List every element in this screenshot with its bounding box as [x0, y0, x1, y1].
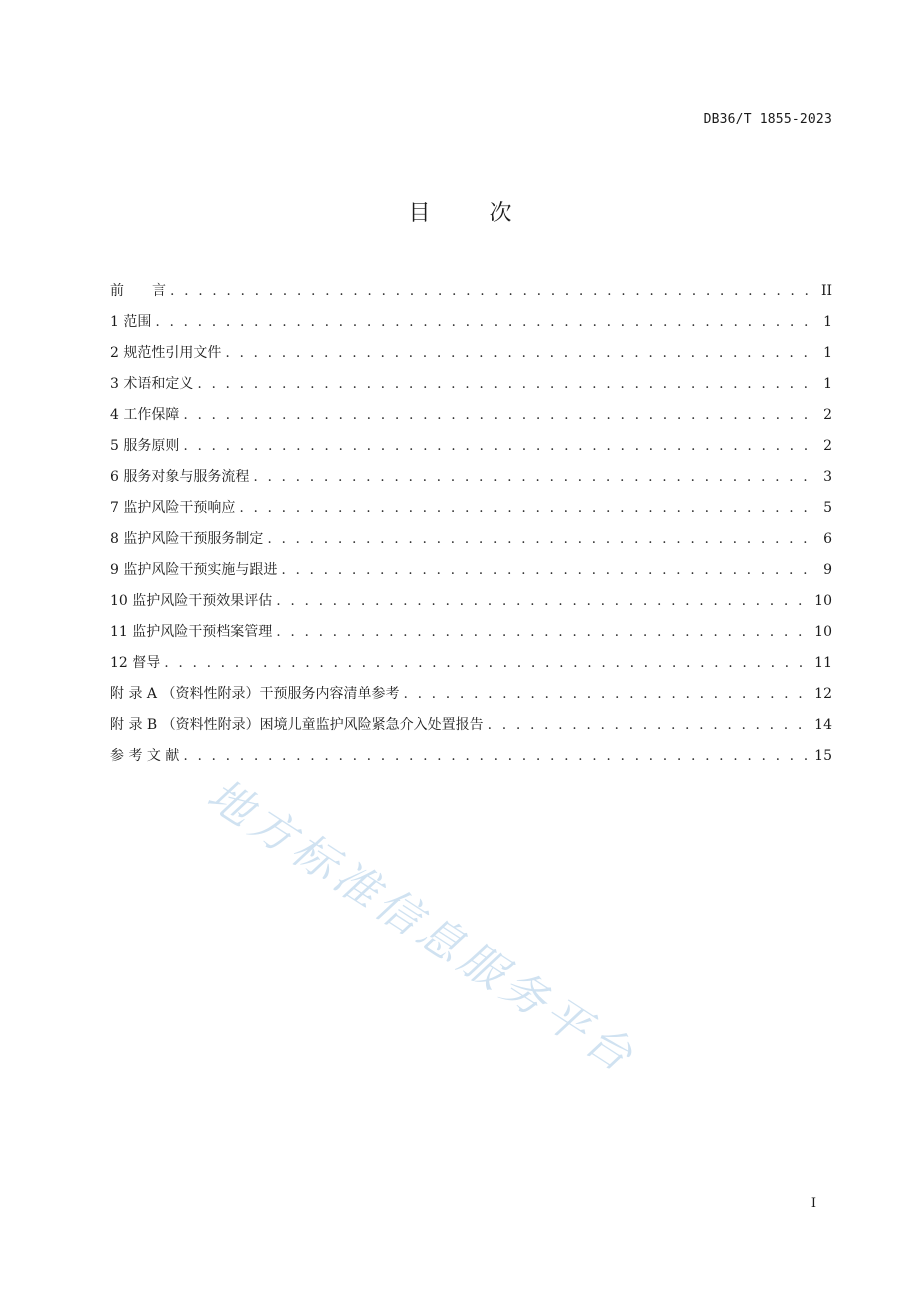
toc-entry-label: 1 范围	[110, 314, 152, 330]
page-number: I	[810, 1196, 816, 1211]
toc-page-number: 15	[814, 748, 832, 764]
toc-entry-appendix-a[interactable]	[110, 683, 832, 714]
toc-entry-label: 9 监护风险干预实施与跟进	[110, 562, 278, 578]
toc-entry-label: 前 言	[110, 283, 166, 299]
toc-page-number: 6	[823, 531, 832, 547]
toc-page-number: 11	[814, 655, 832, 671]
toc-entry-scope[interactable]	[110, 311, 832, 342]
toc-entry-service-formulation[interactable]	[110, 528, 832, 559]
toc-leader-dots	[183, 745, 810, 767]
toc-entry-label: 12 督导	[110, 655, 161, 671]
watermark: 地方标准信息服务平台	[198, 769, 646, 1085]
toc-leader-dots	[276, 590, 810, 612]
toc-page-number: 2	[823, 407, 832, 423]
toc-entry-label: 6 服务对象与服务流程	[110, 469, 250, 485]
toc-entry-label: 2 规范性引用文件	[110, 345, 222, 361]
toc-leader-dots	[239, 497, 818, 519]
toc-page-number: 10	[814, 624, 832, 640]
toc-page-number: 5	[823, 500, 832, 516]
toc-leader-dots	[267, 528, 818, 550]
document-code: DB36/T 1855-2023	[703, 112, 832, 127]
toc-entry-label: 7 监护风险干预响应	[110, 500, 236, 516]
toc-entry-label: 10 监护风险干预效果评估	[110, 593, 273, 609]
toc-leader-dots	[183, 435, 818, 457]
toc-leader-dots	[155, 311, 818, 333]
toc-page-number: 1	[823, 314, 832, 330]
toc-page-number: II	[820, 283, 832, 299]
table-of-contents	[110, 280, 832, 776]
toc-entry-terms[interactable]	[110, 373, 832, 404]
toc-entry-label: 8 监护风险干预服务制定	[110, 531, 264, 547]
toc-page-number: 10	[814, 593, 832, 609]
toc-leader-dots	[225, 342, 818, 364]
toc-leader-dots	[403, 683, 810, 705]
toc-page-number: 14	[814, 717, 832, 733]
toc-page-number: 3	[823, 469, 832, 485]
toc-leader-dots	[197, 373, 818, 395]
toc-entry-service-principles[interactable]	[110, 435, 832, 466]
toc-page-number: 9	[823, 562, 832, 578]
toc-page-number: 2	[823, 438, 832, 454]
toc-entry-label: 附 录 B （资料性附录）困境儿童监护风险紧急介入处置报告	[110, 717, 484, 733]
toc-entry-risk-response[interactable]	[110, 497, 832, 528]
toc-entry-label: 4 工作保障	[110, 407, 180, 423]
toc-title: 目 次	[408, 201, 538, 226]
toc-entry-appendix-b[interactable]	[110, 714, 832, 745]
toc-leader-dots	[170, 280, 817, 302]
toc-entry-work-guarantee[interactable]	[110, 404, 832, 435]
toc-entry-records[interactable]	[110, 621, 832, 652]
toc-entry-normative-references[interactable]	[110, 342, 832, 373]
toc-leader-dots	[183, 404, 818, 426]
toc-entry-label: 3 术语和定义	[110, 376, 194, 392]
toc-entry-service-process[interactable]	[110, 466, 832, 497]
toc-entry-bibliography[interactable]	[110, 745, 832, 776]
toc-entry-implementation[interactable]	[110, 559, 832, 590]
toc-leader-dots	[276, 621, 810, 643]
toc-page-number: 1	[823, 345, 832, 361]
toc-page-number: 1	[823, 376, 832, 392]
toc-entry-label: 参 考 文 献	[110, 748, 180, 764]
toc-leader-dots	[281, 559, 818, 581]
toc-entry-label: 附 录 A （资料性附录）干预服务内容清单参考	[110, 686, 400, 702]
toc-entry-supervision[interactable]	[110, 652, 832, 683]
toc-leader-dots	[253, 466, 818, 488]
toc-entry-label: 11 监护风险干预档案管理	[110, 624, 273, 640]
toc-leader-dots	[164, 652, 810, 674]
toc-entry-label: 5 服务原则	[110, 438, 180, 454]
toc-page-number: 12	[814, 686, 832, 702]
toc-leader-dots	[488, 714, 811, 736]
toc-entry-evaluation[interactable]	[110, 590, 832, 621]
toc-entry-foreword[interactable]	[110, 280, 832, 311]
